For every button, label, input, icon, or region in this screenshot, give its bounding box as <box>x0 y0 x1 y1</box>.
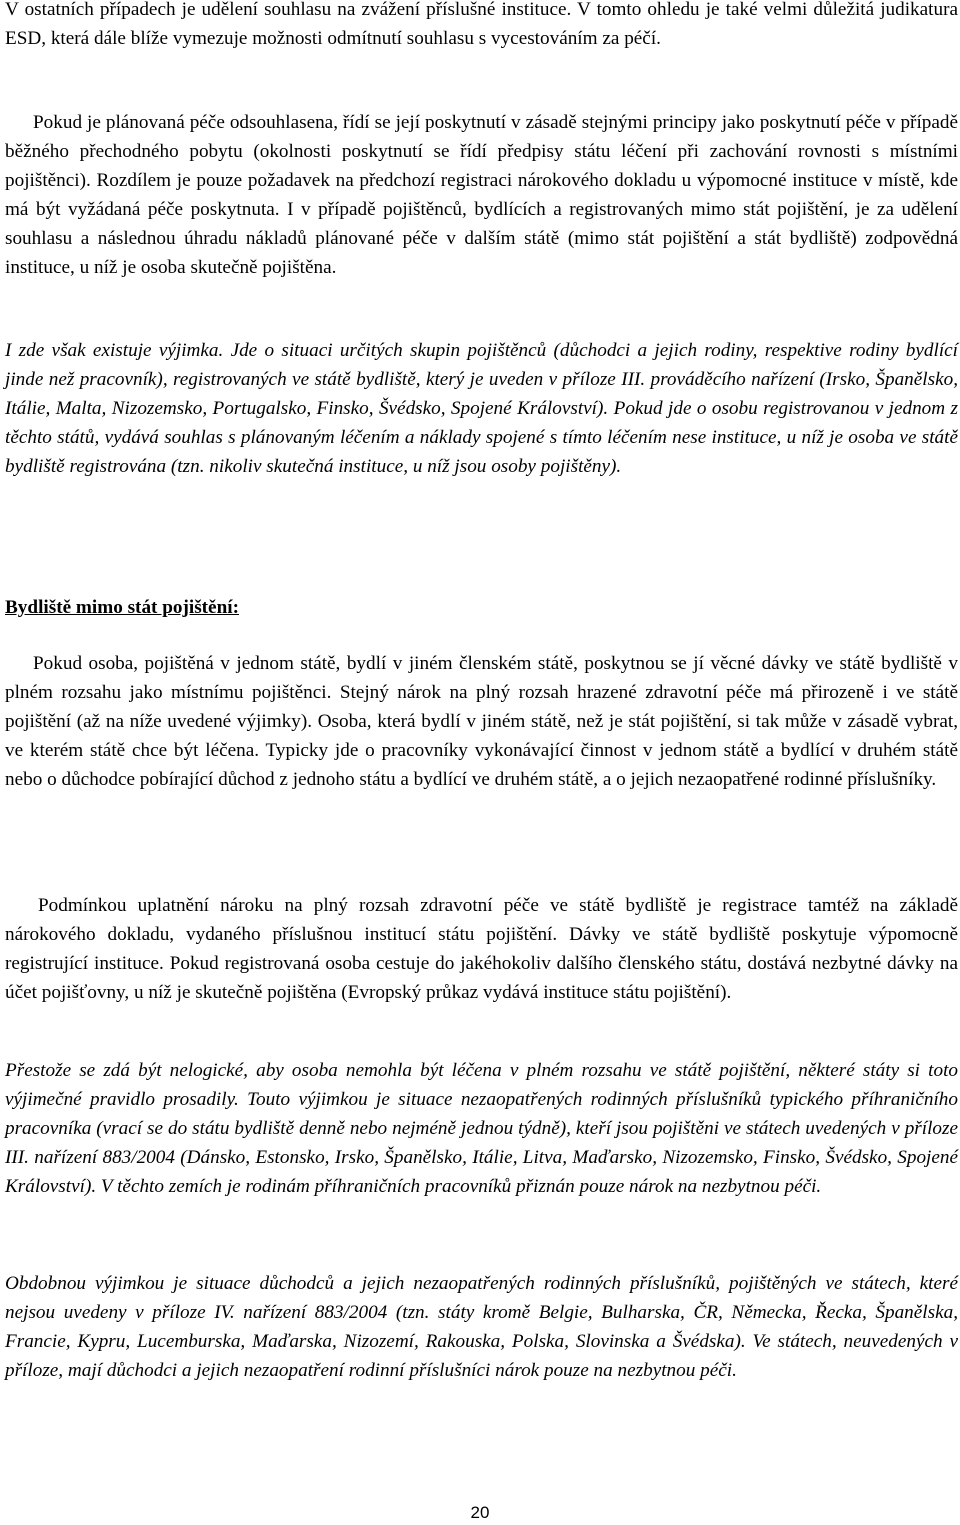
paragraph-exception: I zde však existuje výjimka. Jde o situaci určitých skupin pojištěnců (důchodci a jejich rodiny, respektive rodiny bydlící jinde než pracovník), registrovaných ve státě bydliště, který je uveden v příloze III. prováděcího nařízení (Irsko, Španělsko, Itálie, Malta, Nizozemsko, Portugalsko, Finsko, Švédsko, Spojené Království). Pokud jde o osobu registrovanou v jednom z těchto států, vydává souhlas s plánovaným léčením a náklady spojené s tímto léčením nese instituce, u níž je osoba ve státě bydliště registrována (tzn. nikoliv skutečná instituce, u níž jsou osoby pojištěny). <box>5 340 958 477</box>
section-heading: Bydliště mimo stát pojištění: <box>5 597 239 618</box>
paragraph-pensioners: Obdobnou výjimkou je situace důchodců a jejich nezaopatřených rodinných příslušníků, pojištěných ve státech, které nejsou uvedeny v příloze IV. nařízení 883/2004 (tzn. státy kromě Belgie, Bulharska, ČR, Německa, Řecka, Španělska, Francie, Kypru, Lucemburska, Maďarska, Nizozemí, Rakouska, Polska, Slovinska a Švédska). Ve státech, neuvedených v příloze, mají důchodci a jejich nezaopatření rodinní příslušníci nárok pouze na nezbytnou péči. <box>5 1273 958 1381</box>
paragraph-registration: Podmínkou uplatnění nároku na plný rozsah zdravotní péče ve státě bydliště je registrace tamtéž na základě nárokového dokladu, vydaného příslušnou institucí státu pojištění. Dávky ve státě bydliště poskytuje výpomocně registrující instituce. Pokud registrovaná osoba cestuje do jakéhokoliv dalšího členského státu, dostává nezbytné dávky na účet pojišťovny, u níž je skutečně pojištěna (Evropský průkaz vydává instituce státu pojištění). <box>5 895 958 1003</box>
paragraph-consent: V ostatních případech je udělení souhlasu na zvážení příslušné instituce. V tomto ohledu je také velmi důležitá judikatura ESD, která dále blíže vymezuje možnosti odmítnutí souhlasu s vycestováním za péčí. <box>5 0 958 49</box>
paragraph-residence: Pokud osoba, pojištěná v jednom státě, bydlí v jiném členském státě, poskytnou se jí věcné dávky ve státě bydliště v plném rozsahu jako místnímu pojištěnci. Stejný nárok na plný rozsah hrazené zdravotní péče má přirozeně i ve státě pojištění (až na níže uvedené výjimky). Osoba, která bydlí v jiném státě, než je stát pojištění, si tak může v zásadě vybrat, ve kterém státě chce být léčena. Typicky jde o pracovníky vykonávající činnost v jednom státě a bydlící v druhém státě nebo o důchodce pobírající důchod z jednoho státu a bydlící ve druhém státě, a o jejich nezaopatřené rodinné příslušníky. <box>5 653 958 790</box>
paragraph-planned-care: Pokud je plánovaná péče odsouhlasena, řídí se její poskytnutí v zásadě stejnými principy jako poskytnutí péče v případě běžného přechodného pobytu (okolnosti poskytnutí se řídí předpisy státu léčení při zachování rovnosti s místními pojištěnci). Rozdílem je pouze požadavek na předchozí registraci nárokového dokladu u výpomocné instituce v místě, kde má být vyžádaná péče poskytnuta. I v případě pojištěnců, bydlících a registrovaných mimo stát pojištění, je za udělení souhlasu a následnou úhradu nákladů plánované péče v dalším státě (mimo stát pojištění a stát bydliště) zodpovědná instituce, u níž je osoba skutečně pojištěna. <box>5 112 958 278</box>
paragraph-frontier-workers: Přestože se zdá být nelogické, aby osoba nemohla být léčena v plném rozsahu ve státě pojištění, některé státy si toto výjimečné pravidlo prosadily. Touto výjimkou je situace nezaopatřených rodinných příslušníků typického příhraničního pracovníka (vrací se do státu bydliště denně nebo nejméně jednou týdně), kteří jsou pojištěni ve státech uvedených v příloze III. nařízení 883/2004 (Dánsko, Estonsko, Irsko, Španělsko, Itálie, Litva, Maďarsko, Nizozemsko, Finsko, Švédsko, Spojené Království). V těchto zemích je rodinám příhraničních pracovníků přiznán pouze nárok na nezbytnou péči. <box>5 1060 958 1197</box>
page-number: 20 <box>470 1503 490 1522</box>
